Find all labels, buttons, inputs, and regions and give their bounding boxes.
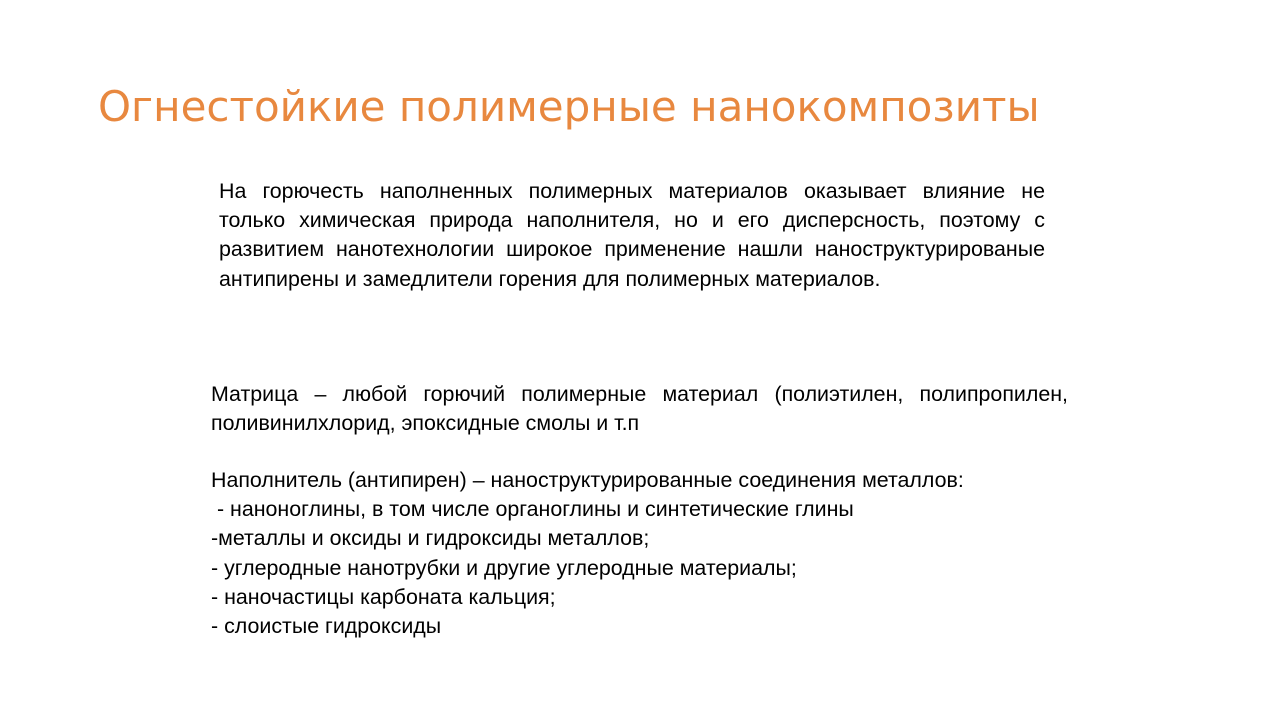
matrix-paragraph: Матрица – любой горючий полимерные материал (полиэтилен, полипропилен, поливинилхлорид, эпоксидные смолы и т.п bbox=[211, 382, 1068, 436]
intro-paragraph: На горючесть наполненных полимерных материалов оказывает влияние не только химическая природа наполнителя, но и его дисперсность, поэтому с развитием нанотехнологии широкое применение нашли наноструктурированые антипирены и замедлители горения для полимерных материалов. bbox=[219, 179, 1045, 291]
filler-list bbox=[211, 466, 1111, 641]
slide-title: Огнестойкие полимерные нанокомпозиты bbox=[98, 82, 1040, 131]
list-item: - слоистые гидроксиды bbox=[211, 614, 442, 639]
list-item: - углеродные нанотрубки и другие углеродные материалы; bbox=[211, 555, 797, 580]
list-item: -металлы и оксиды и гидроксиды металлов; bbox=[211, 526, 650, 551]
list-item: - наночастицы карбоната кальция; bbox=[211, 584, 556, 609]
list-item: - наноноглины, в том числе органоглины и синтетические глины bbox=[211, 497, 854, 522]
filler-heading: Наполнитель (антипирен) – наноструктурированные соединения металлов: bbox=[211, 468, 964, 492]
